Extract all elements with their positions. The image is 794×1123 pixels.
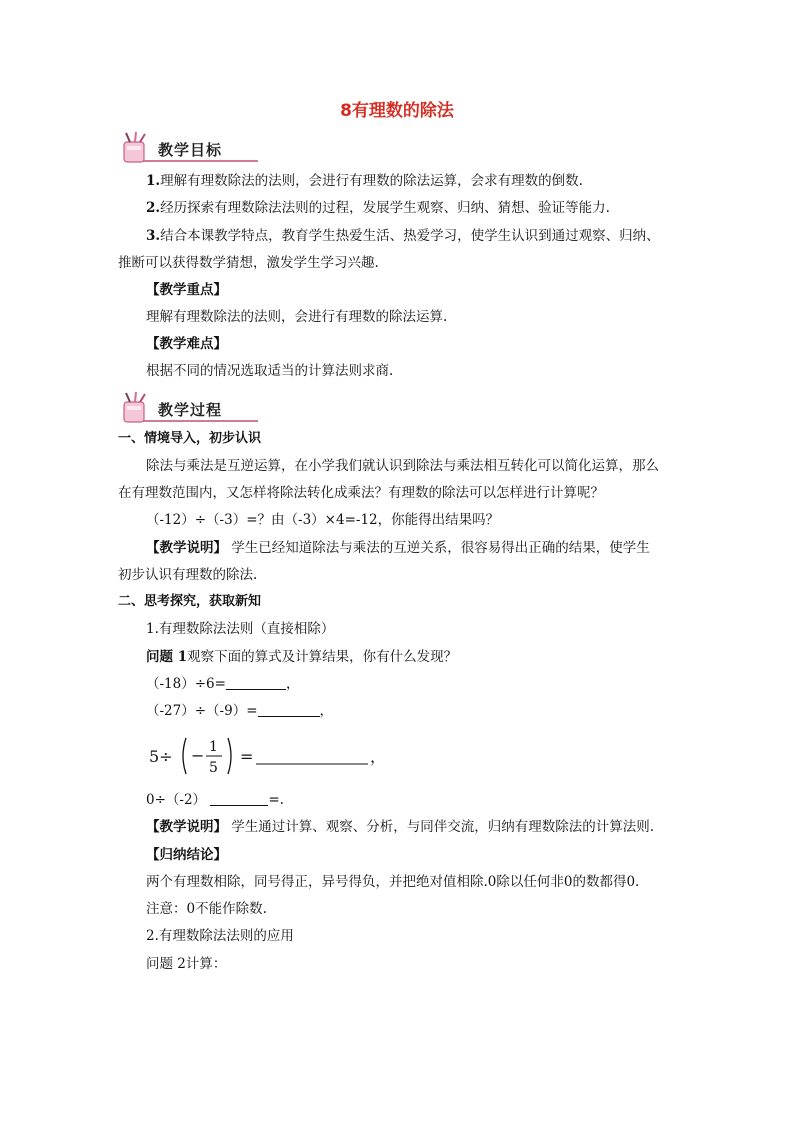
section-1-question: （-12）÷（-3）=？由（-3）×4=-12，你能得出结果吗？ (146, 512, 500, 528)
section-1-note: 【教学说明】 学生已经知道除法与乘法的互逆关系，很容易得出正确的结果，使学生 (146, 540, 650, 556)
section-banner-objectives (118, 136, 248, 164)
problem-1: 问题 1观察下面的算式及计算结果，你有什么发现？ (146, 649, 458, 665)
banner-label: 教学过程 (158, 401, 223, 419)
difficulty-text: 根据不同的情况选取适当的计算法则求商. (146, 363, 394, 379)
right-paren (228, 738, 231, 774)
fraction-denominator: 5 (209, 760, 218, 776)
key-point-text: 理解有理数除法的法则，会进行有理数的除法运算. (146, 309, 448, 325)
equation-3-end: ， (370, 747, 386, 766)
equation-3-lead: 5÷ (149, 747, 173, 766)
minus-sign: − (191, 746, 205, 765)
section-1-para-line-2: 在有理数范围内，又怎样将除法转化成乘法？有理数的除法可以怎样进行计算呢？ (118, 485, 604, 501)
section-1-heading: 一、情境导入，初步认识 (118, 431, 262, 446)
subsection-2-title: 2.有理数除法法则的应用 (146, 928, 294, 944)
answer-blank[interactable] (226, 675, 286, 690)
objective-3: 3.结合本课教学特点，教育学生热爱生活、热爱学习，使学生认识到通过观察、归纳、 (146, 228, 660, 244)
objective-1: 1.理解有理数除法的法则，会进行有理数的除法运算，会求有理数的倒数. (146, 173, 583, 189)
equation-2: （-27）÷（-9）= ， (146, 703, 334, 719)
difficulty-label: 【教学难点】 (146, 336, 227, 352)
pencil-cup-icon (118, 392, 152, 424)
fraction-numerator: 1 (209, 739, 218, 755)
pencil-cup-icon (118, 132, 152, 164)
answer-blank[interactable] (210, 791, 268, 806)
equals-sign: = (240, 747, 254, 766)
objective-2: 2.经历探索有理数除法法则的过程，发展学生观察、归纳、猜想、验证等能力. (146, 200, 610, 216)
answer-blank[interactable] (258, 702, 320, 717)
key-point-label: 【教学重点】 (146, 282, 227, 298)
section-1-para-line-1: 除法与乘法是互逆运算，在小学我们就认识到除法与乘法相互转化可以简化运算，那么 (146, 458, 659, 474)
banner-label: 教学目标 (158, 141, 223, 159)
section-banner-process (118, 396, 248, 424)
objective-3-continued: 推断可以获得数学猜想，激发学生学习兴趣. (118, 255, 379, 271)
section-2-note: 【教学说明】 学生通过计算、观察、分析，与同伴交流，归纳有理数除法的计算法则. (146, 819, 655, 835)
section-2-heading: 二、思考探究，获取新知 (118, 594, 262, 609)
equation-3-fraction (146, 734, 386, 778)
left-paren (183, 738, 186, 774)
conclusion-text: 两个有理数相除，同号得正，异号得负，并把绝对值相除.0除以任何非0的数都得0. (146, 874, 640, 890)
subsection-1-title: 1.有理数除法法则（直接相除） (146, 621, 335, 637)
document-title: 8有理数的除法 (340, 101, 454, 121)
equation-4: 0÷（-2） =. (146, 792, 284, 808)
conclusion-label: 【归纳结论】 (146, 847, 227, 863)
notice-text: 注意：0不能作除数. (146, 901, 267, 917)
equation-1: （-18）÷6= ， (146, 676, 300, 692)
section-1-note-continued: 初步认识有理数的除法. (118, 567, 258, 583)
problem-2: 问题 2计算： (146, 956, 227, 972)
